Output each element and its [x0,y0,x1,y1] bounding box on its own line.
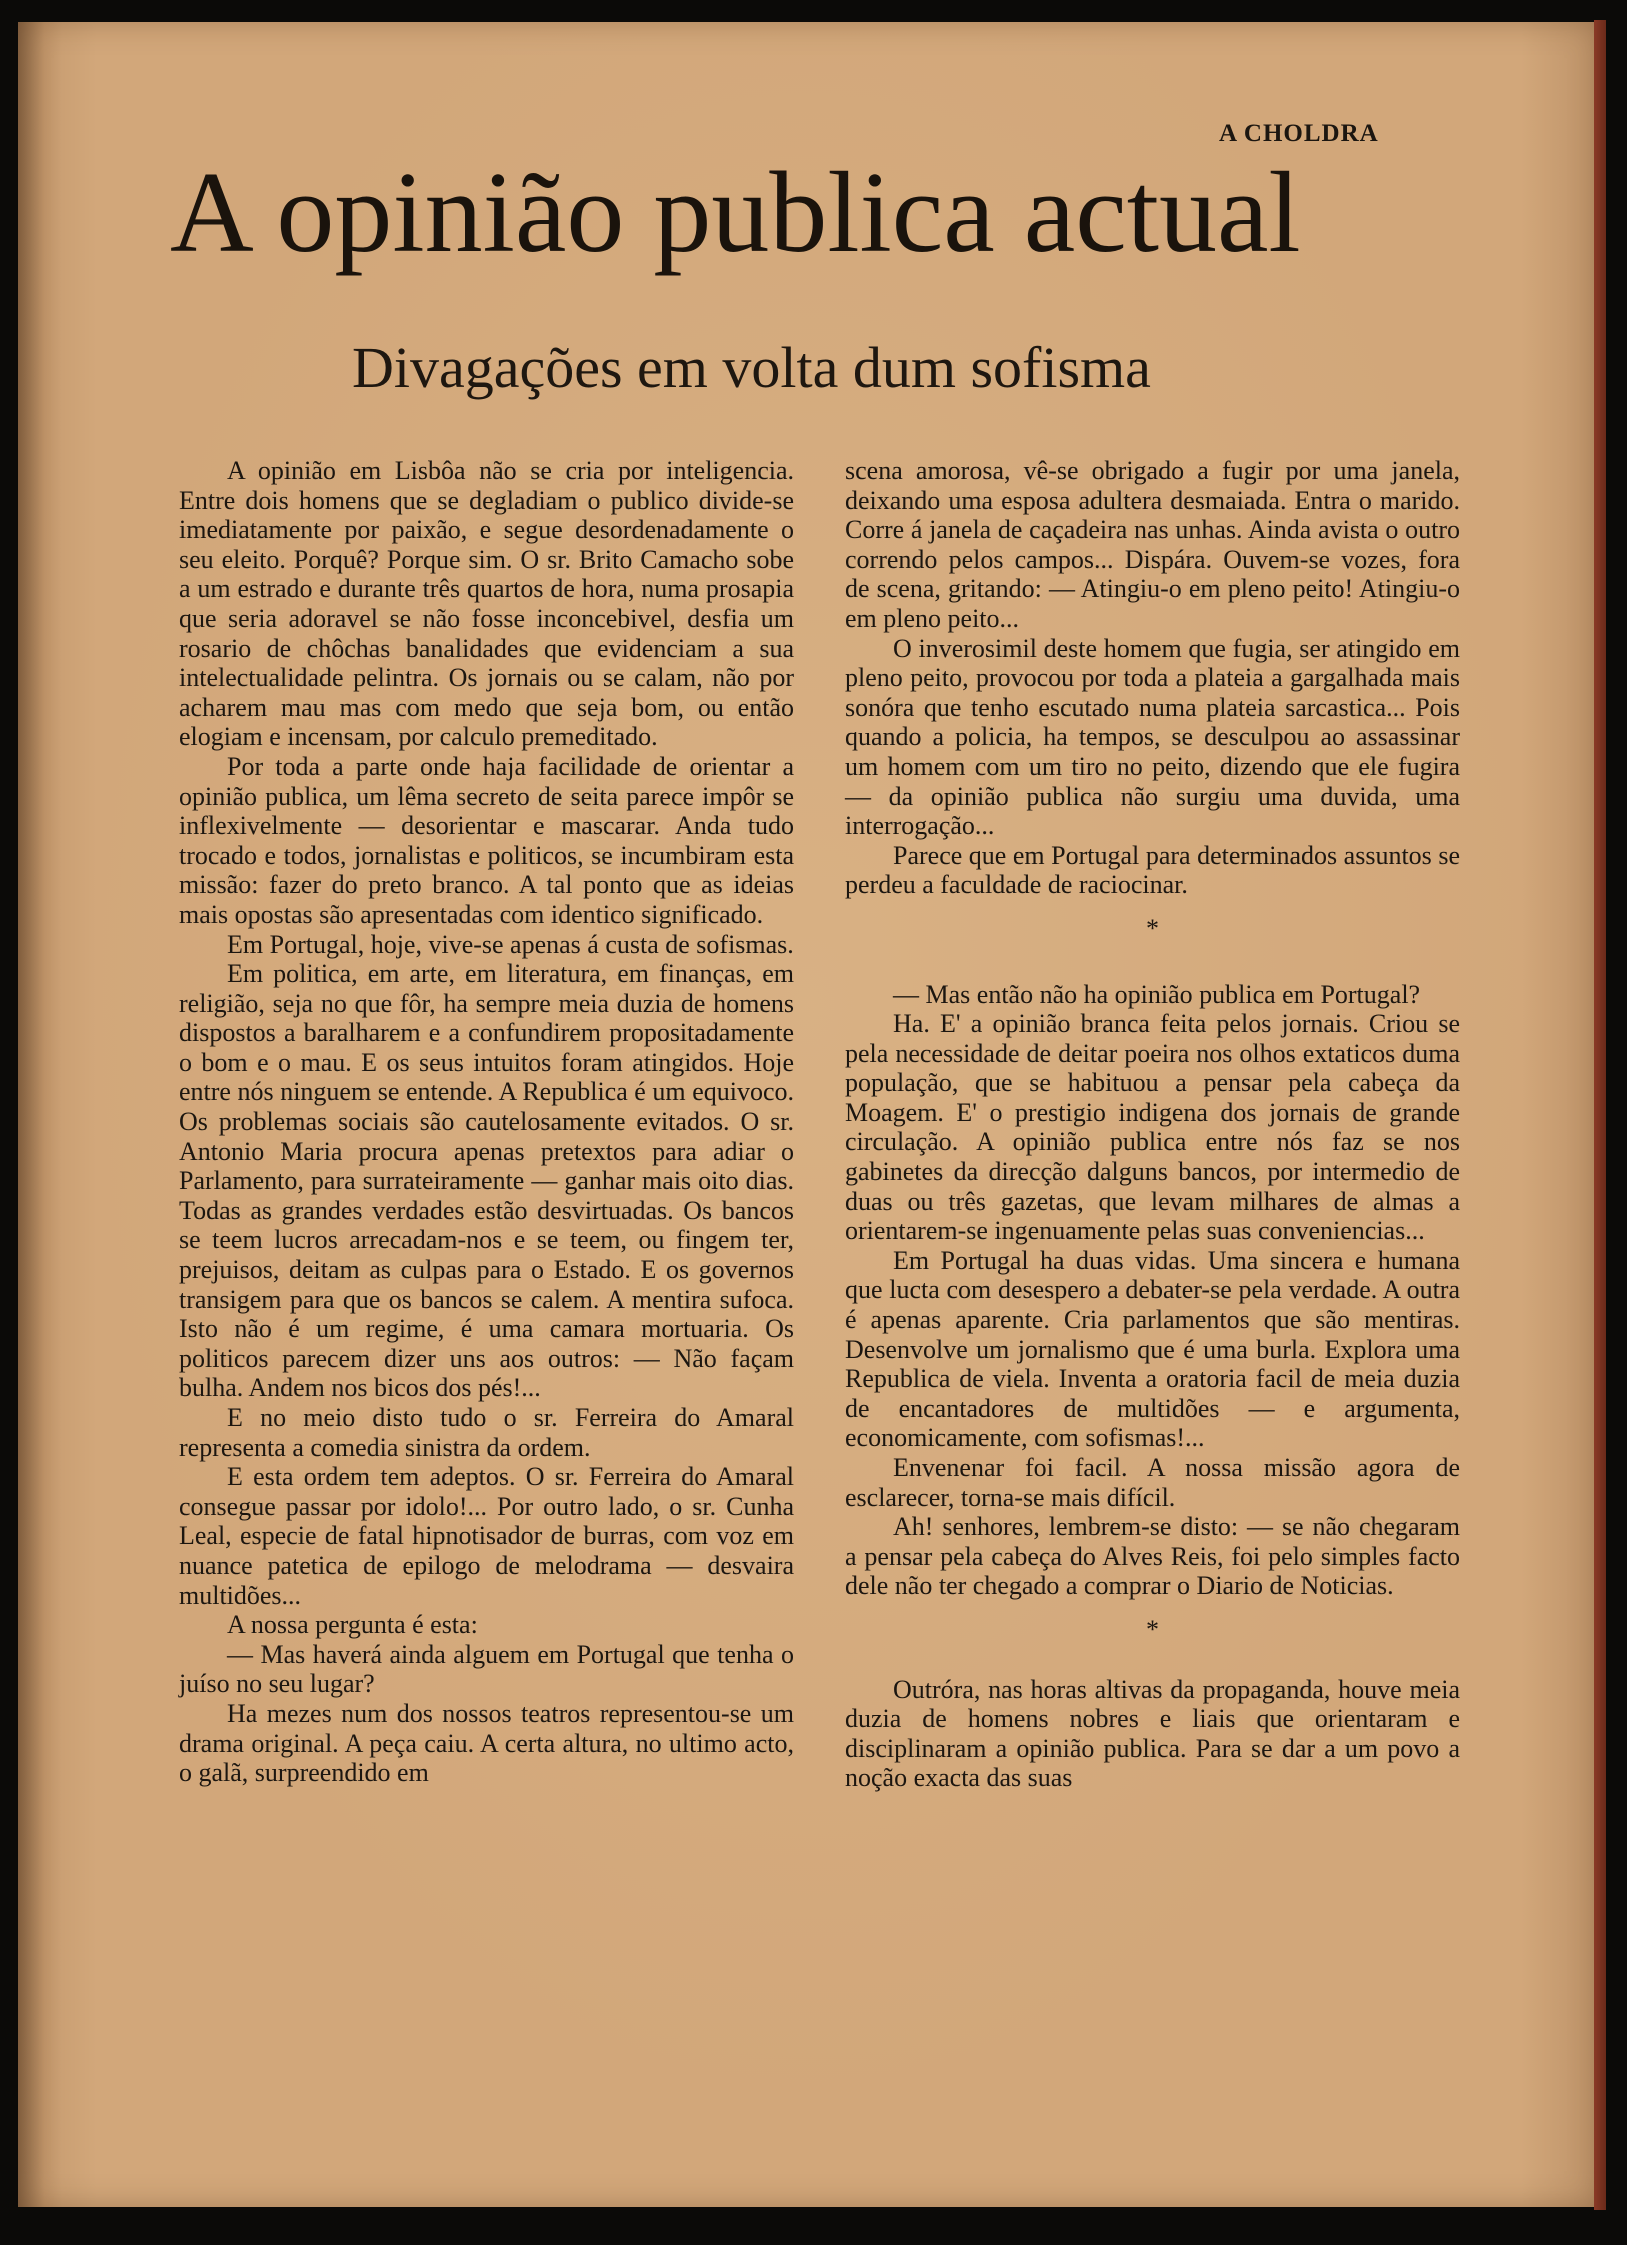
left-column [179,456,794,1788]
paragraph: — Mas então não ha opinião publica em Portugal? [893,979,1421,1009]
right-column [845,456,1460,1793]
paragraph: scena amorosa, vê-se obrigado a fugir por uma janela, deixando uma esposa adultera desmaiada. Entra o marido. Corre á janela de caçadeira nas unhas. Ainda avista o outro correndo pelos campos... Dispára. Ouvem-se vozes, fora de scena, gritando: — Atingiu-o em pleno peito! Atingiu-o em pleno peito... [845,456,1460,633]
paragraph: Em Portugal ha duas vidas. Uma sincera e humana que lucta com desespero a debater-se pela verdade. A outra é apenas aparente. Cria parlamentos que são mentiras. Desenvolve um jornalismo que é uma burla. Explora uma Republica de viela. Inventa a oratoria facil de meia duzia de encantadores de multidões — e argumenta, economicamente, com sofismas!... [845,1245,1460,1453]
page-binding-shadow [18,22,62,2207]
paragraph: A opinião em Lisbôa não se cria por inteligencia. Entre dois homens que se degladiam o publico divide-se imediatamente por paixão, e segue desordenadamente o seu eleito. Porquê? Porque sim. O sr. Brito Camacho sobe a um estrado e durante três quartos de hora, numa prosapia que seria adoravel se não fosse inconcebivel, desfia um rosario de chôchas banalidades que evidenciam a sua intelectualidade pelintra. Os jornais ou se calam, não por acharem mau mas com medo que seja bom, ou então elogiam e incensam, por calculo premeditado. [179,456,794,752]
paragraph: E no meio disto tudo o sr. Ferreira do Amaral representa a comedia sinistra da ordem. [179,1403,794,1462]
paragraph: Parece que em Portugal para determinados assuntos se perdeu a faculdade de raciocinar. [845,840,1460,900]
paragraph: Ha mezes num dos nossos teatros representou-se um drama original. A peça caiu. A certa altura, no ultimo acto, o galã, surpreendido em [179,1698,794,1788]
cover-edge [1594,20,1606,2210]
article-title: A opinião publica actual [170,149,1301,277]
paragraph: Ah! senhores, lembrem-se disto: — se não chegaram a pensar pela cabeça do Alves Reis, foi pelo simples facto dele não ter chegado a comprar o Diario de Noticias. [845,1512,1460,1601]
paragraph: Por toda a parte onde haja facilidade de orientar a opinião publica, um lêma secreto de seita parece impôr se inflexivelmente — desorientar e mascarar. Anda tudo trocado e todos, jornalistas e politicos, se incumbiram esta missão: fazer do preto branco. A tal ponto que as ideias mais opostas são apresentadas com identico significado. [179,751,794,929]
article-subtitle: Divagações em volta dum sofisma [352,335,1151,400]
paragraph: Outróra, nas horas altivas da propaganda, houve meia duzia de homens nobres e liais que orientaram e disciplinaram a opinião publica. Para se dar a um povo a noção exacta das suas [845,1674,1460,1793]
section-separator: * [1146,913,1159,943]
paragraph: O inverosimil deste homem que fugia, ser atingido em pleno peito, provocou por toda a plateia a gargalhada mais sonóra que tenho escutado numa plateia sarcastica... Pois quando a policia, ha tempos, se desculpou ao assassinar um homem com um tiro no peito, dizendo que ele fugira — da opinião publica não surgiu uma duvida, uma interrogação... [845,633,1460,841]
paragraph: Ha. E' a opinião branca feita pelos jornais. Criou se pela necessidade de deitar poeira nos olhos extaticos duma população, que se habituou a pensar pela cabeça da Moagem. E' o prestigio indigena dos jornais de grande circulação. A opinião publica entre nós faz se nos gabinetes da direcção dalguns bancos, por intermedio de duas ou três gazetas, que levam milhares de almas a orientarem-se ingenuamente pelas suas conveniencias... [845,1009,1460,1246]
paragraph: E esta ordem tem adeptos. O sr. Ferreira do Amaral consegue passar por idolo!... Por outro lado, o sr. Cunha Leal, especie de fatal hipnotisador de burras, com voz em nuance patetica de epilogo de melodrama — desvaira multidões... [179,1462,794,1610]
paragraph: Em politica, em arte, em literatura, em finanças, em religião, seja no que fôr, ha sempre meia duzia de homens dispostos a baralharem e a confundirem propositadamente o bom e o mau. E os seus intuitos foram atingidos. Hoje entre nós ninguem se entende. A Republica é um equivoco. Os problemas sociais são cautelosamente evitados. O sr. Antonio Maria procura apenas pretextos para adiar o Parlamento, para surrateiramente — ganhar mais oito dias. Todas as grandes verdades estão desvirtuadas. Os bancos se teem lucros arrecadam-nos e se teem, ou fingem ter, prejuisos, deitam as culpas para o Estado. E os governos transigem para que os bancos se calem. A mentira sufoca. Isto não é um regime, é uma camara mortuaria. Os politicos parecem dizer uns aos outros: — Não façam bulha. Andem nos bicos dos pés!... [179,959,794,1403]
paragraph: — Mas haverá ainda alguem em Portugal que tenha o juíso no seu lugar? [179,1639,794,1699]
paragraph: Em Portugal, hoje, vive-se apenas á custa de sofismas. [227,929,794,959]
section-separator: * [1146,1614,1159,1644]
paragraph: A nossa pergunta é esta: [227,1610,478,1640]
publication-header: A CHOLDRA [1219,120,1379,147]
paragraph: Envenenar foi facil. A nossa missão agora de esclarecer, torna-se mais difícil. [845,1453,1460,1512]
